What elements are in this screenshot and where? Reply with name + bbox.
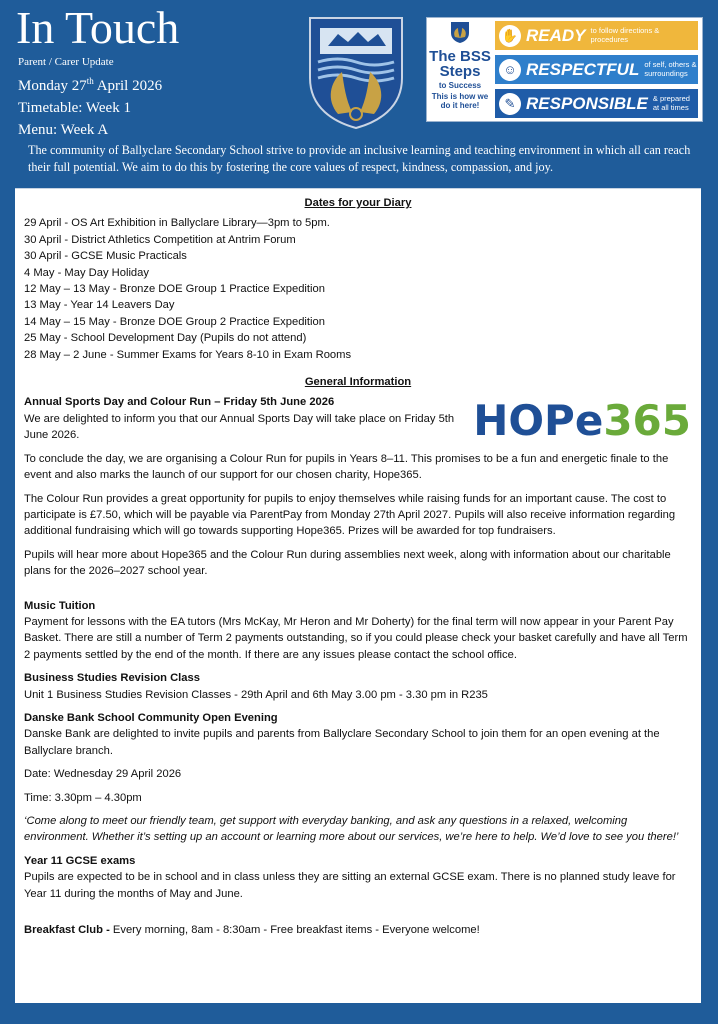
sports-day-heading: Annual Sports Day and Colour Run – Friday 5th June 2026 <box>24 396 335 409</box>
steps-line-1: The BSS <box>429 48 491 65</box>
hand-icon: ✋ <box>499 25 521 47</box>
steps-line-2: Steps <box>439 63 481 80</box>
badge-respectful: ☺ RESPECTFUL of self, others & surroundings <box>495 55 698 84</box>
mission-statement: The community of Ballyclare Secondary School strive to provide an inclusive learning and teaching environment in which all can reach their full potential. We aim to do this by fostering the core values of respect, kindness, compassion, and joy. <box>28 143 691 174</box>
list-item: 29 April - OS Art Exhibition in Ballyclare Library—3pm to 5pm. <box>24 217 330 230</box>
bss-steps-panel <box>426 17 703 122</box>
danske-bank-time: Time: 3.30pm – 4.30pm <box>24 791 142 804</box>
sports-day-paragraph-3: The Colour Run provides a great opportunity for pupils to enjoy themselves while raising funds for an important cause. The cost to participate is £7.50, which will be payable via ParentPay from Monday 27th April 2027. Pupils will also receive information regarding additional fundraising which will go towards supporting Hope365. Prizes will be awarded for top fundraisers. <box>24 492 676 538</box>
list-item: 12 May – 13 May - Bronze DOE Group 1 Practice Expedition <box>24 283 325 296</box>
breakfast-club-line: Breakfast Club - Every morning, 8am - 8:30am - Free breakfast items - Everyone welcome! <box>24 924 480 937</box>
business-studies-paragraph: Unit 1 Business Studies Revision Classes - 29th April and 6th May 3.00 pm - 3.30 pm in R235 <box>24 688 488 701</box>
list-item: 28 May – 2 June - Summer Exams for Years 8-10 in Exam Rooms <box>24 348 352 361</box>
business-studies-heading: Business Studies Revision Class <box>24 672 200 685</box>
list-item: 14 May – 15 May - Bronze DOE Group 2 Practice Expedition <box>24 315 325 328</box>
diary-list <box>24 215 692 363</box>
people-icon: ☺ <box>499 59 521 81</box>
school-crest-logo <box>308 16 404 130</box>
badge-responsible: ✎ RESPONSIBLE & prepared at all times <box>495 89 698 118</box>
general-info-heading: General Information <box>304 376 412 389</box>
gcse-heading: Year 11 GCSE exams <box>24 854 136 867</box>
menu-week: Menu: Week A <box>18 122 109 138</box>
gcse-paragraph: Pupils are expected to be in school and in class unless they are sitting an external GCSE exam. There is no planned study leave for Year 11 during the months of May and June. <box>24 871 676 900</box>
sports-day-paragraph-4: Pupils will hear more about Hope365 and the Colour Run during assemblies next week, along with information about our charitable plans for the 2026–2027 school year. <box>24 548 671 578</box>
newsletter-title: In Touch <box>16 2 180 53</box>
danske-bank-heading: Danske Bank School Community Open Evening <box>24 711 278 724</box>
hope365-logo: HOPe365 <box>473 396 691 445</box>
list-item: 30 April - GCSE Music Practicals <box>24 250 187 263</box>
steps-line-3: to Success <box>438 81 482 90</box>
danske-bank-paragraph: Danske Bank are delighted to invite pupils and parents from Ballyclare Secondary School to join them for an open evening at the Ballyclare branch. <box>24 728 660 757</box>
danske-bank-date: Date: Wednesday 29 April 2026 <box>24 768 182 781</box>
list-item: 4 May - May Day Holiday <box>24 266 149 279</box>
danske-bank-quote: ‘Come along to meet our friendly team, get support with everyday banking, and ask any questions in a relaxed, welcoming environment. Whether it’s setting up an account or learning more about our services, we’re here to help. We’d love to see you there!’ <box>24 815 679 844</box>
timetable-week: Timetable: Week 1 <box>18 100 131 116</box>
book-icon: ✎ <box>499 93 521 115</box>
list-item: 30 April - District Athletics Competition at Antrim Forum <box>24 233 296 246</box>
newsletter-content-panel <box>15 188 701 1003</box>
music-tuition-paragraph: Payment for lessons with the EA tutors (Mrs McKay, Mr Heron and Mr Doherty) for the final term will now appear in your Parent Pay Basket. There are still a number of Term 2 payments outstanding, so if you could please check your basket carefully and have all Term 2 payments settled by the end of the month. If there are any issues please contact the school office. <box>24 615 688 661</box>
sports-day-paragraph-1: We are delighted to inform you that our Annual Sports Day will take place on Friday 5th June 2026. <box>24 412 455 442</box>
list-item: 13 May - Year 14 Leavers Day <box>24 299 175 312</box>
list-item: 25 May - School Development Day (Pupils do not attend) <box>24 332 307 345</box>
newsletter-subtitle: Parent / Carer Update <box>18 56 114 68</box>
sports-day-paragraph-2: To conclude the day, we are organising a Colour Run for pupils in Years 8–11. This promises to be a fun and energetic finale to the event and also marks the launch of our support for our chosen charity, Hope365. <box>24 452 669 482</box>
issue-date: Monday 27th April 2026 <box>18 76 163 94</box>
small-crest-icon <box>450 21 470 44</box>
diary-heading: Dates for your Diary <box>304 197 412 209</box>
steps-line-4: This is how we do it here! <box>431 92 489 110</box>
music-tuition-heading: Music Tuition <box>24 599 96 612</box>
badge-ready: ✋ READY to follow directions & procedures <box>495 21 698 50</box>
